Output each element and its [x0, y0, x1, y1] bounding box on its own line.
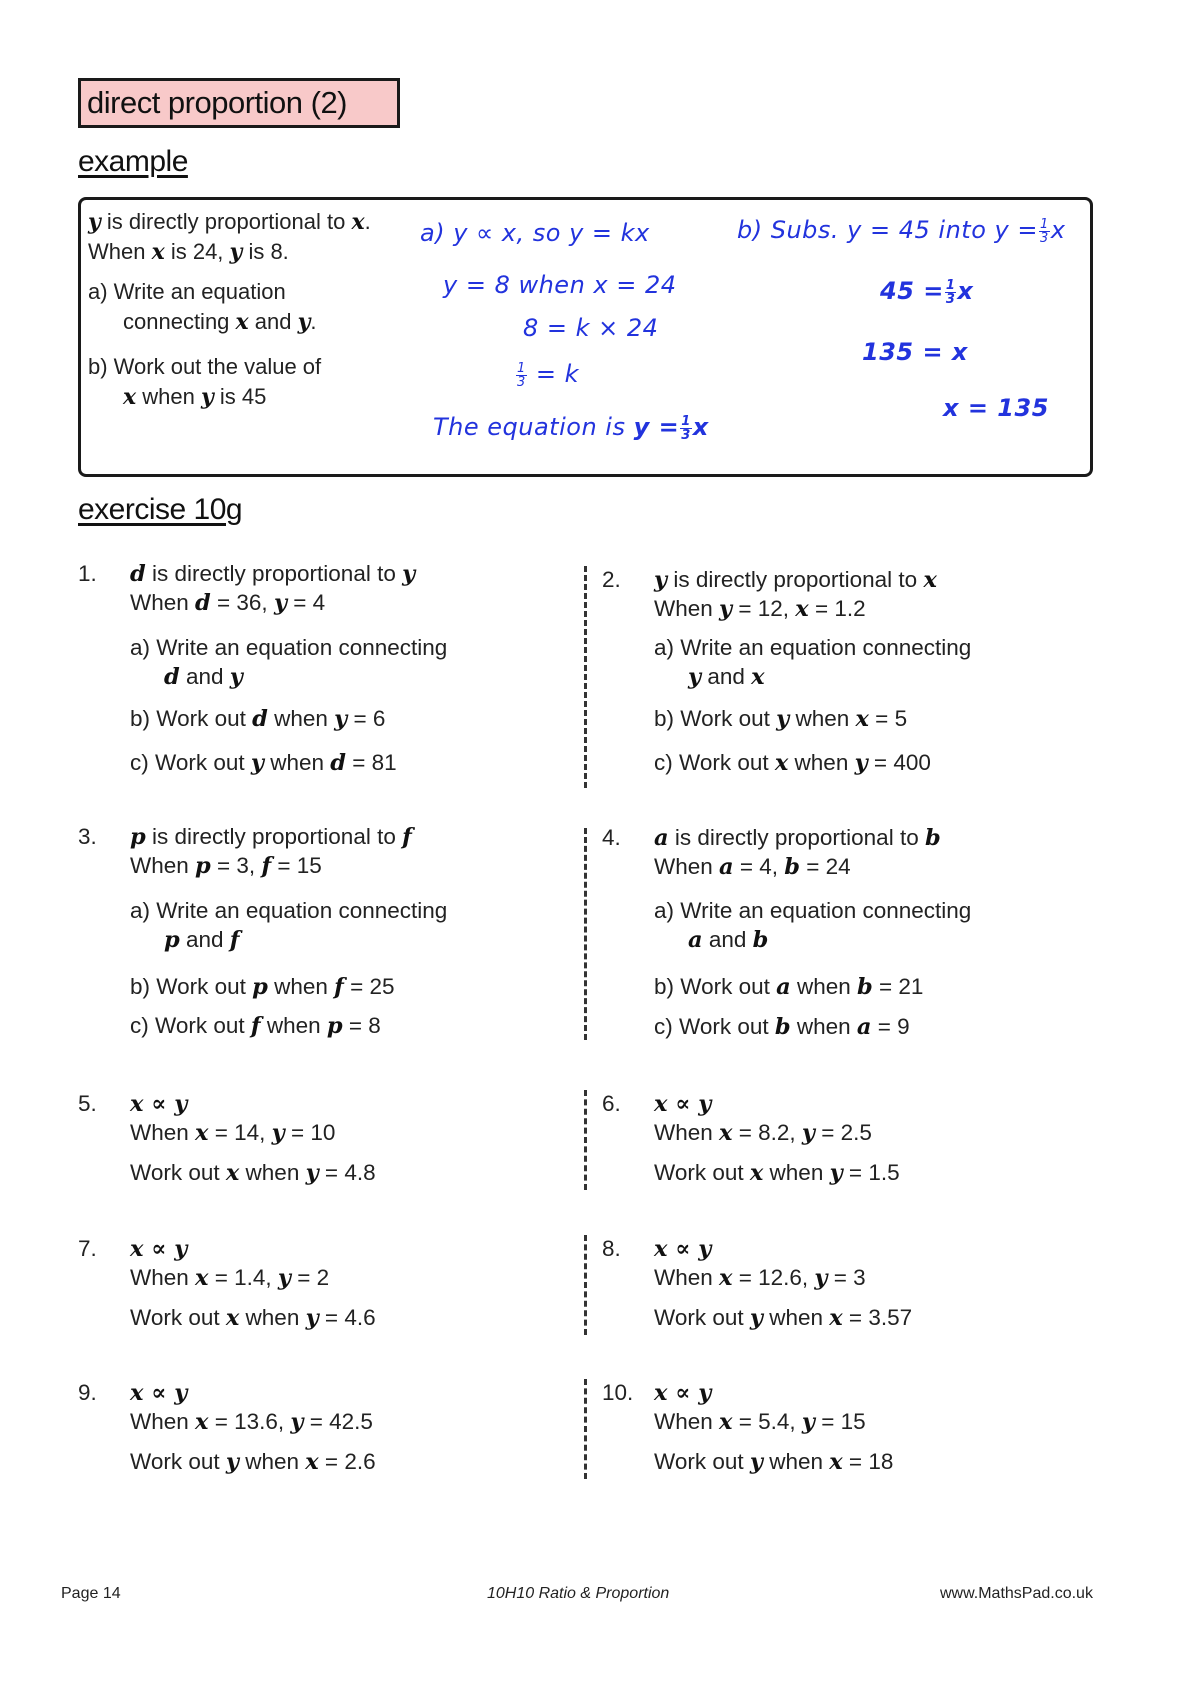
var-x: x	[123, 384, 137, 410]
question-given	[130, 853, 322, 879]
var: p	[130, 824, 146, 850]
text: is directly proportional to	[100, 209, 352, 234]
text: = 15	[271, 853, 322, 878]
var: x	[305, 1449, 319, 1475]
text: and	[702, 927, 753, 952]
var: f	[402, 824, 412, 850]
question-task	[130, 1305, 376, 1331]
text: = 25	[343, 974, 395, 999]
question-part-a: a) Write an equation connecting	[130, 898, 448, 923]
var: x	[195, 1120, 209, 1146]
footer-course: 10H10 Ratio & Proportion	[487, 1585, 670, 1602]
text: when	[790, 974, 858, 999]
text: Work out	[654, 1305, 750, 1330]
var: y	[801, 1120, 815, 1146]
var: x	[719, 1265, 733, 1291]
text: when	[789, 706, 856, 731]
question-given	[130, 1409, 373, 1435]
text: = 10	[284, 1120, 336, 1145]
text: is 45	[213, 384, 267, 409]
var: x	[195, 1409, 209, 1435]
var-x: x	[235, 309, 249, 335]
frac-num: 1	[1039, 216, 1049, 232]
var: a	[776, 974, 791, 1000]
var: y	[749, 1305, 763, 1331]
var: y	[814, 1265, 828, 1291]
question-statement	[130, 561, 415, 587]
var: y	[229, 664, 243, 690]
solution-b-line2	[880, 277, 973, 306]
question-task	[130, 1449, 376, 1475]
question-part-a-vars	[164, 927, 239, 953]
text: .	[364, 209, 371, 234]
var: x	[829, 1305, 843, 1331]
proportion-statement: x ∝ y	[654, 1236, 712, 1262]
text: = 5.4,	[732, 1409, 802, 1434]
solution-a-line2: y = 8 when x = 24	[443, 271, 677, 299]
var: f	[334, 974, 344, 1000]
text: when	[239, 1160, 306, 1185]
var: x	[749, 1160, 764, 1186]
solution-a-line1: a) y ∝ x, so y = kx	[420, 219, 650, 247]
text: Work out	[654, 1160, 750, 1185]
var: p	[326, 1013, 343, 1039]
exercise-heading: exercise 10g	[78, 493, 243, 526]
var: y	[402, 561, 416, 587]
text: = 24	[800, 854, 851, 879]
var-y: y	[297, 309, 311, 335]
question-statement	[654, 825, 941, 851]
text: When	[130, 1265, 196, 1290]
var: p	[252, 974, 268, 1000]
var: p	[195, 853, 211, 879]
text: = 15	[814, 1409, 866, 1434]
text: = 1.5	[842, 1160, 900, 1185]
text: = 4	[287, 590, 326, 615]
text: When	[88, 239, 152, 264]
text: = 3.57	[842, 1305, 913, 1330]
text: and	[701, 664, 752, 689]
question-part-a: a) Write an equation connecting	[130, 635, 448, 660]
text: when	[263, 750, 331, 775]
fraction-one-third	[516, 362, 527, 389]
var: y	[829, 1160, 843, 1186]
var: y	[305, 1160, 319, 1186]
solution-a-line3: 8 = k × 24	[523, 314, 659, 342]
var: f	[229, 927, 240, 953]
text: b) Work out	[130, 974, 253, 999]
var-x: x	[351, 209, 365, 235]
var: a	[688, 927, 703, 953]
proportion-statement: x ∝ y	[130, 1091, 188, 1117]
question-number: 10.	[602, 1380, 634, 1405]
text: and	[248, 309, 298, 334]
question-number: 6.	[602, 1091, 621, 1116]
question-part-a-vars	[164, 664, 243, 690]
question-part-c	[654, 1014, 910, 1040]
question-part-b	[130, 974, 395, 1000]
fraction-one-third	[945, 279, 957, 306]
text: The equation is	[433, 413, 634, 441]
text: c) Work out	[654, 750, 775, 775]
question-number: 8.	[602, 1236, 621, 1261]
text: = 42.5	[303, 1409, 373, 1434]
solution-b-answer: x = 135	[943, 394, 1049, 422]
var: y	[225, 1449, 239, 1475]
text: connecting	[123, 309, 236, 334]
column-divider	[584, 1090, 587, 1190]
text: and	[179, 664, 230, 689]
var: x	[719, 1120, 733, 1146]
text: y =	[633, 413, 680, 441]
question-task	[130, 1160, 376, 1186]
var: b	[752, 927, 769, 953]
var: d	[330, 750, 346, 776]
question-given	[130, 1265, 329, 1291]
var-x: x	[151, 239, 165, 265]
var: f	[261, 853, 272, 879]
question-part-c	[130, 1013, 381, 1039]
column-divider	[584, 828, 587, 1040]
question-given	[654, 1120, 872, 1146]
column-divider	[584, 566, 587, 788]
text: = 3,	[210, 853, 262, 878]
var: b	[857, 974, 873, 1000]
question-part-c	[130, 750, 397, 776]
var: a	[654, 825, 669, 851]
var: x	[225, 1160, 240, 1186]
solution-b-line1	[737, 216, 1065, 245]
var: y	[776, 706, 790, 732]
example-part-a-line1: a) Write an equation	[88, 279, 286, 304]
question-number: 5.	[78, 1091, 97, 1116]
text: when	[762, 1449, 830, 1474]
text: b) Work out	[130, 706, 253, 731]
var: x	[795, 596, 809, 622]
question-number: 7.	[78, 1236, 97, 1261]
var-y: y	[200, 384, 214, 410]
var: y	[688, 664, 702, 690]
var-y: y	[229, 239, 243, 265]
var: x	[855, 706, 869, 732]
var: x	[195, 1265, 209, 1291]
proportion-statement: x ∝ y	[130, 1380, 188, 1406]
text: b) Subs. y = 45 into y =	[737, 216, 1038, 244]
text: when	[238, 1449, 306, 1474]
var: y	[250, 750, 264, 776]
question-given	[654, 596, 866, 622]
question-statement	[130, 824, 412, 850]
var: d	[195, 590, 211, 616]
text: = 2.6	[318, 1449, 376, 1474]
text: When	[654, 596, 720, 621]
frac-num: 1	[681, 413, 691, 429]
frac-num: 1	[945, 277, 956, 293]
text: Work out	[130, 1160, 226, 1185]
var: y	[801, 1409, 815, 1435]
var: a	[719, 854, 734, 880]
question-number: 1.	[78, 561, 97, 586]
question-number: 4.	[602, 825, 621, 850]
text: b) Work out	[654, 706, 777, 731]
text: = 4,	[733, 854, 785, 879]
question-part-b	[130, 706, 385, 732]
text: when	[788, 750, 855, 775]
var: b	[784, 854, 801, 880]
text: When	[654, 1409, 720, 1434]
text: = 81	[345, 750, 397, 775]
frac-den: 3	[681, 427, 691, 443]
solution-a-line5	[433, 413, 709, 442]
var: b	[924, 825, 941, 851]
question-part-a: a) Write an equation connecting	[654, 898, 972, 923]
question-task	[654, 1160, 900, 1186]
question-part-a-vars	[688, 927, 768, 953]
text: = 36,	[210, 590, 274, 615]
text: x	[692, 413, 709, 441]
text: is 8.	[242, 239, 289, 264]
var: x	[829, 1449, 843, 1475]
text: c) Work out	[654, 1014, 775, 1039]
var: y	[719, 596, 733, 622]
var: d	[164, 664, 180, 690]
footer-page-number: Page 14	[61, 1585, 121, 1602]
question-task	[654, 1449, 893, 1475]
text: Work out	[654, 1449, 750, 1474]
frac-den: 3	[945, 291, 956, 307]
text: .	[310, 309, 317, 334]
text: = 1.2	[808, 596, 866, 621]
text: when	[267, 706, 335, 731]
example-part-a-line2	[123, 307, 317, 337]
question-given	[130, 590, 325, 616]
var-y: y	[88, 209, 101, 235]
example-part-b-line1: b) Work out the value of	[88, 354, 322, 379]
text: = 13.6,	[208, 1409, 291, 1434]
text: is directly proportional to	[145, 561, 403, 586]
var: y	[277, 1265, 291, 1291]
text: when	[239, 1305, 306, 1330]
question-given	[654, 854, 851, 880]
text: = 5	[868, 706, 908, 731]
text: is directly proportional to	[667, 567, 924, 592]
question-part-b	[654, 706, 907, 732]
question-given	[130, 1120, 335, 1146]
text: is directly proportional to	[145, 824, 403, 849]
text: = 18	[842, 1449, 894, 1474]
text: When	[654, 1265, 720, 1290]
text: = 2	[290, 1265, 330, 1290]
frac-num: 1	[517, 360, 526, 376]
question-given	[654, 1409, 866, 1435]
text: x	[957, 277, 974, 305]
var: x	[923, 567, 937, 593]
var: d	[130, 561, 146, 587]
text: = 3	[827, 1265, 866, 1290]
frac-den: 3	[517, 374, 526, 390]
var: y	[749, 1449, 763, 1475]
text: = 12,	[732, 596, 796, 621]
question-part-a-vars	[688, 664, 765, 690]
text: When	[130, 590, 196, 615]
column-divider	[584, 1235, 587, 1335]
example-question-line1	[88, 207, 371, 237]
question-part-c	[654, 750, 931, 776]
var: y	[334, 706, 348, 732]
var: x	[225, 1305, 240, 1331]
solution-a-line4	[515, 360, 579, 389]
text: = 2.5	[814, 1120, 872, 1145]
var: y	[305, 1305, 319, 1331]
text: when	[136, 384, 201, 409]
example-part-b-line2	[123, 382, 266, 412]
proportion-statement: x ∝ y	[130, 1236, 188, 1262]
text: When	[130, 1120, 196, 1145]
text: = 12.6,	[732, 1265, 815, 1290]
text: when	[260, 1013, 327, 1038]
footer-website: www.MathsPad.co.uk	[940, 1585, 1093, 1602]
var: y	[290, 1409, 304, 1435]
var: y	[654, 567, 668, 593]
proportion-statement: x ∝ y	[654, 1091, 712, 1117]
text: = 6	[347, 706, 386, 731]
text: When	[130, 853, 196, 878]
proportion-statement: x ∝ y	[654, 1380, 712, 1406]
text: Work out	[130, 1449, 226, 1474]
question-number: 3.	[78, 824, 97, 849]
fraction-one-third	[1039, 218, 1050, 245]
var: d	[252, 706, 268, 732]
text: and	[179, 927, 230, 952]
frac-den: 3	[1039, 230, 1049, 246]
var: b	[774, 1014, 791, 1040]
text: = 4.6	[318, 1305, 376, 1330]
text: is 24,	[164, 239, 230, 264]
var: x	[774, 750, 789, 776]
text: c) Work out	[130, 750, 251, 775]
page-title: direct proportion (2)	[78, 78, 400, 128]
text: when	[763, 1160, 830, 1185]
column-divider	[584, 1379, 587, 1479]
text: = k	[535, 360, 580, 388]
text: = 21	[872, 974, 924, 999]
var: y	[854, 750, 868, 776]
text: Work out	[130, 1305, 226, 1330]
question-part-b	[654, 974, 923, 1000]
text: = 14,	[208, 1120, 272, 1145]
question-given	[654, 1265, 866, 1291]
text: when	[267, 974, 335, 999]
example-heading: example	[78, 145, 188, 178]
text: = 4.8	[318, 1160, 376, 1185]
text: = 8	[342, 1013, 381, 1038]
text: 45 =	[880, 277, 944, 305]
example-question-line2	[88, 237, 289, 267]
var: x	[719, 1409, 733, 1435]
var: f	[250, 1013, 261, 1039]
var: p	[164, 927, 180, 953]
fraction-one-third	[680, 415, 692, 442]
text: is directly proportional to	[668, 825, 925, 850]
text: c) Work out	[130, 1013, 251, 1038]
question-part-a: a) Write an equation connecting	[654, 635, 972, 660]
question-statement	[654, 567, 937, 593]
question-task	[654, 1305, 912, 1331]
text: = 1.4,	[208, 1265, 278, 1290]
text: When	[654, 854, 720, 879]
question-number: 9.	[78, 1380, 97, 1405]
text: x	[1050, 216, 1066, 244]
text: = 9	[871, 1014, 910, 1039]
var: y	[271, 1120, 285, 1146]
var: x	[751, 664, 765, 690]
var: y	[273, 590, 288, 616]
text: when	[762, 1305, 830, 1330]
question-number: 2.	[602, 567, 621, 592]
text: when	[790, 1014, 857, 1039]
text: = 8.2,	[732, 1120, 802, 1145]
solution-b-line3: 135 = x	[862, 338, 968, 366]
text: b) Work out	[654, 974, 777, 999]
var: a	[856, 1014, 872, 1040]
text: = 400	[867, 750, 931, 775]
text: When	[654, 1120, 720, 1145]
text: When	[130, 1409, 196, 1434]
